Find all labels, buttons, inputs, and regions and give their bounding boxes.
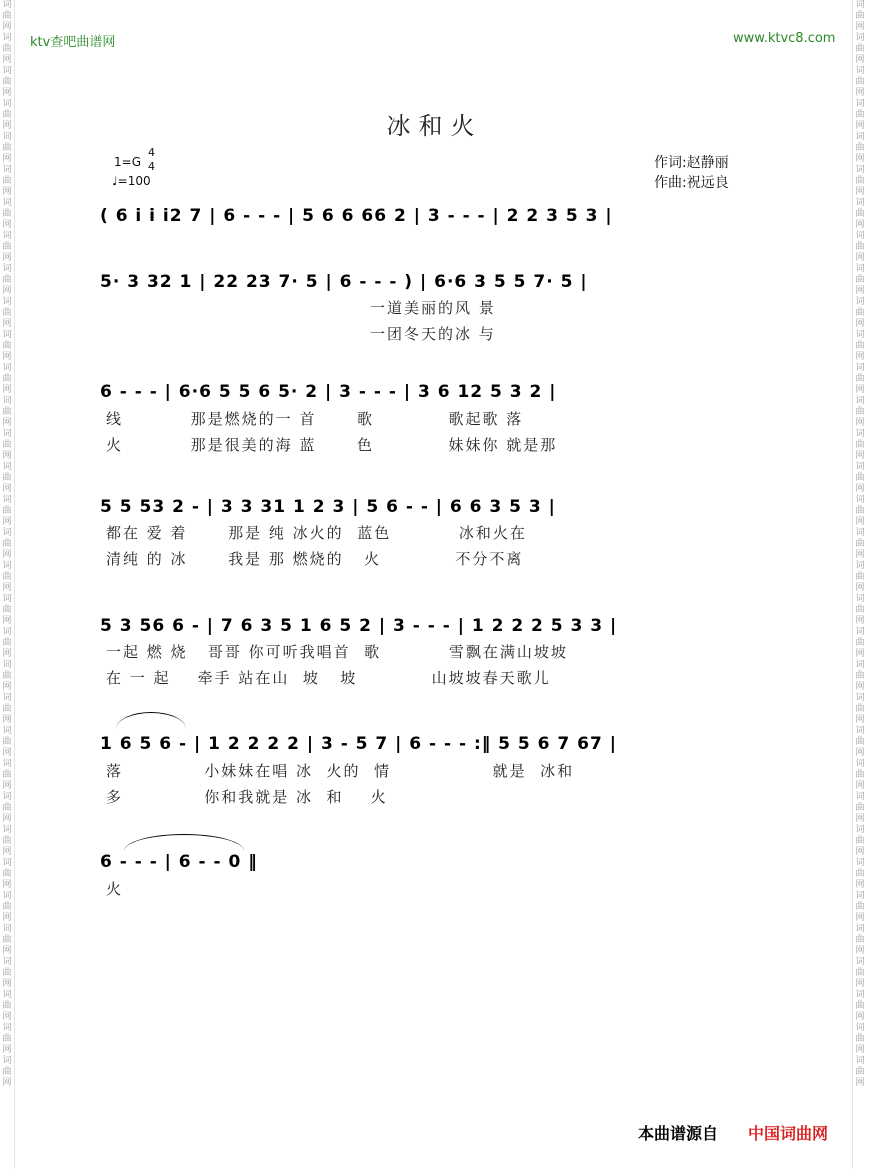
lyric-line-7a: 火 xyxy=(106,880,124,898)
side-watermark-right: 词曲网词曲网词曲网词曲网词曲网词曲网词曲网词曲网词曲网词曲网词曲网词曲网词曲网词曲网词曲网词曲网词曲网词曲网词曲网词曲网词曲网词曲网词曲网词曲网词曲网词曲网词曲网词曲网词曲网词曲网词曲网词曲网词曲网 xyxy=(852,0,867,1169)
footer-source-label: 本曲谱源自 xyxy=(638,1124,719,1143)
lyric-line-3b: 火 那是很美的海 蓝 色 妹妹你 就是那 xyxy=(106,436,558,454)
slur-mark xyxy=(116,712,186,729)
tempo-marking: ♩=100 xyxy=(112,174,151,188)
site-url-right[interactable]: www.ktvc8.com xyxy=(733,31,836,46)
lyric-line-3a: 线 那是燃烧的一 首 歌 歌起歌 落 xyxy=(106,410,524,428)
lyric-line-2a: 一道美丽的风 景 xyxy=(106,299,496,317)
key-signature: 1=G xyxy=(114,155,141,169)
notation-line-2: 5· 3 32 1 | 22 23 7· 5 | 6 - - - ) | 6·6 3 5 5 7· 5 | xyxy=(100,272,588,292)
lyric-line-5a: 一起 燃 烧 哥哥 你可听我唱首 歌 雪飘在满山坡坡 xyxy=(106,643,568,661)
site-name-left[interactable]: ktv查吧曲谱网 xyxy=(30,35,116,50)
lyric-line-5b: 在 一 起 牵手 站在山 坡 坡 山坡坡春天歌儿 xyxy=(106,669,551,687)
side-watermark-left: 词曲网词曲网词曲网词曲网词曲网词曲网词曲网词曲网词曲网词曲网词曲网词曲网词曲网词曲网词曲网词曲网词曲网词曲网词曲网词曲网词曲网词曲网词曲网词曲网词曲网词曲网词曲网词曲网词曲网词曲网词曲网词曲网词曲网 xyxy=(0,0,15,1169)
time-signature-top: 4 xyxy=(148,146,155,159)
lyric-line-2b: 一团冬天的冰 与 xyxy=(106,325,496,343)
lyric-line-4b: 清纯 的 冰 我是 那 燃烧的 火 不分不离 xyxy=(106,550,524,568)
lyric-line-4a: 都在 爱 着 那是 纯 冰火的 蓝色 冰和火在 xyxy=(106,524,527,542)
time-signature-bottom: 4 xyxy=(148,160,155,173)
slur-mark xyxy=(124,834,244,851)
notation-line-5: 5 3 56 6 - | 7 6 3 5 1 6 5 2 | 3 - - - | 1 2 2 2 5 3 3 | xyxy=(100,616,618,636)
notation-line-4: 5 5 53 2 - | 3 3 31 1 2 3 | 5 6 - - | 6 6 3 5 3 | xyxy=(100,497,556,517)
notation-line-6: 1 6 5 6 - | 1 2 2 2 2 | 3 - 5 7 | 6 - - - :‖ 5 5 6 7 67 | xyxy=(100,734,617,754)
composer-credit: 作曲:祝远良 xyxy=(654,175,729,191)
time-signature xyxy=(148,146,155,174)
song-title: 冰和火 xyxy=(386,112,483,140)
notation-line-7: 6 - - - | 6 - - 0 ‖ xyxy=(100,852,258,872)
lyric-line-6b: 多 你和我就是 冰 和 火 xyxy=(106,788,388,806)
notation-line-1: ( 6 i i i2 7 | 6 - - - | 5 6 6 66 2 | 3 - - - | 2 2 3 5 3 | xyxy=(100,206,613,226)
footer-site-link[interactable]: 中国词曲网 xyxy=(748,1124,829,1143)
lyricist-credit: 作词:赵静丽 xyxy=(654,155,729,171)
lyric-line-6a: 落 小妹妹在唱 冰 火的 情 就是 冰和 xyxy=(106,762,575,780)
notation-line-3: 6 - - - | 6·6 5 5 6 5· 2 | 3 - - - | 3 6 12 5 3 2 | xyxy=(100,382,557,402)
